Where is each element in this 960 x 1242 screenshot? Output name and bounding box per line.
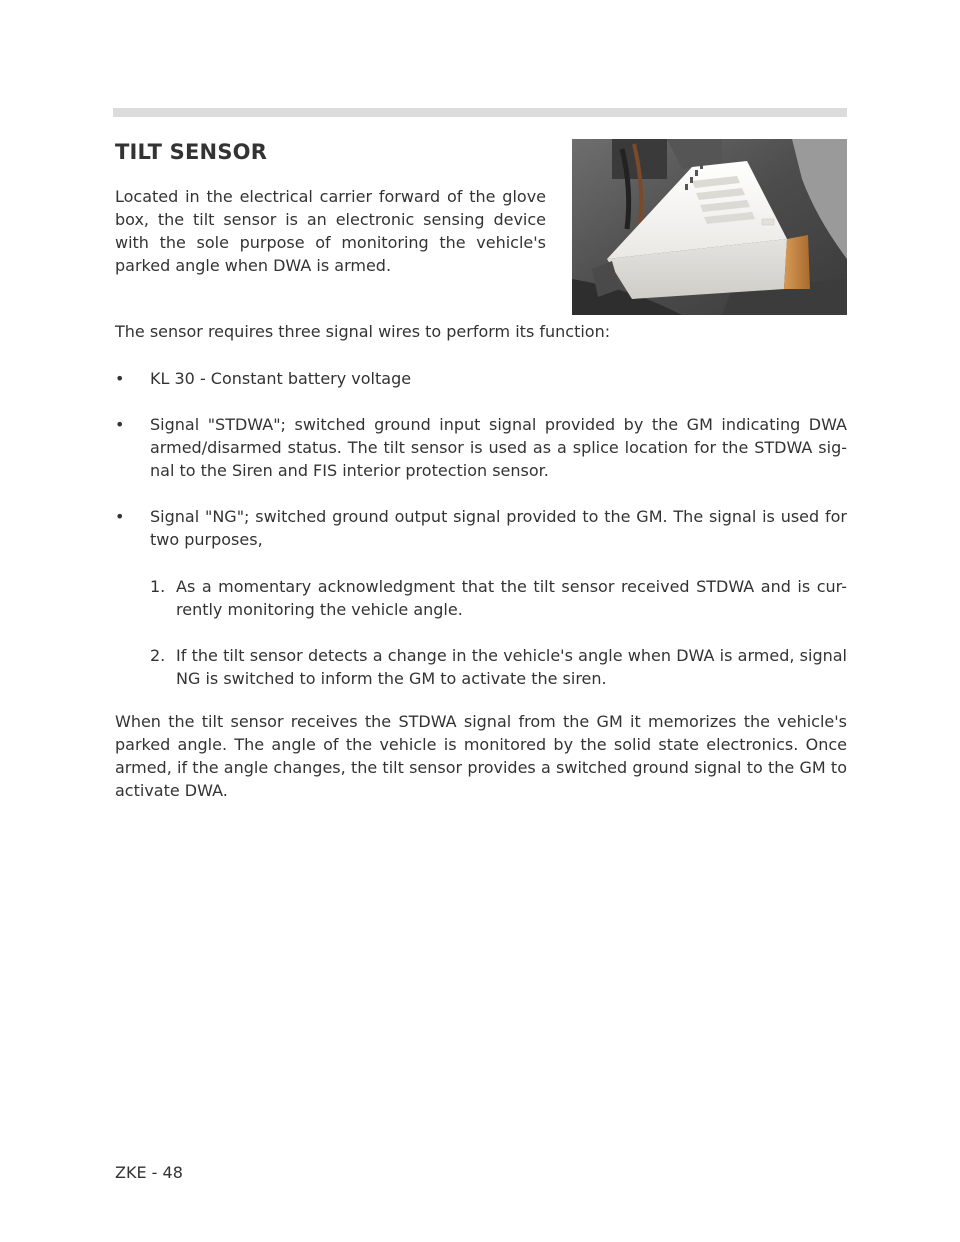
list-item bbox=[115, 413, 847, 482]
requires-paragraph: The sensor requires three signal wires to perform its function: bbox=[115, 322, 611, 341]
list-item bbox=[115, 505, 847, 551]
header-rule bbox=[113, 108, 847, 117]
page-title: TILT SENSOR bbox=[115, 140, 268, 164]
closing-paragraph: When the tilt sensor receives the STDWA signal from the GM it memorizes the vehicle's parked angle. The angle of the vehicle is monitored by the solid state electronics. Once armed, if the angle changes, the tilt sensor provides a switched ground signal to the GM to activate DWA. bbox=[115, 712, 847, 800]
numbered-text: If the tilt sensor detects a change in the vehicle's angle when DWA is armed, signal NG is switched to inform the GM to activate the siren. bbox=[176, 646, 847, 688]
numbered-item bbox=[150, 575, 847, 621]
numbered-label: 2. bbox=[150, 646, 166, 665]
numbered-text: As a momentary acknowledgment that the tilt sensor received STDWA and is cur-rently monitoring the vehicle angle. bbox=[176, 577, 847, 619]
tilt-sensor-photo bbox=[572, 139, 847, 315]
numbered-label: 1. bbox=[150, 577, 166, 596]
bullet-icon: • bbox=[115, 369, 125, 388]
intro-paragraph: Located in the electrical carrier forward of the glove box, the tilt sensor is an electronic sensing device with the sole purpose of monitoring the vehicle's parked angle when DWA is armed. bbox=[115, 187, 546, 275]
bullet-text: Signal "NG"; switched ground output signal provided to the GM. The signal is used for two purposes, bbox=[150, 507, 847, 549]
bullet-text: Signal "STDWA"; switched ground input signal provided by the GM indicating DWA armed/disarmed status. The tilt sensor is used as a splice location for the STDWA sig-nal to the Siren and FIS interior protection sensor. bbox=[150, 415, 847, 480]
numbered-item bbox=[150, 644, 847, 690]
bullet-text: KL 30 - Constant battery voltage bbox=[150, 369, 412, 388]
bullet-icon: • bbox=[115, 507, 125, 526]
bullet-icon: • bbox=[115, 415, 125, 434]
page-footer: ZKE - 48 bbox=[115, 1163, 183, 1182]
list-item bbox=[115, 367, 847, 390]
